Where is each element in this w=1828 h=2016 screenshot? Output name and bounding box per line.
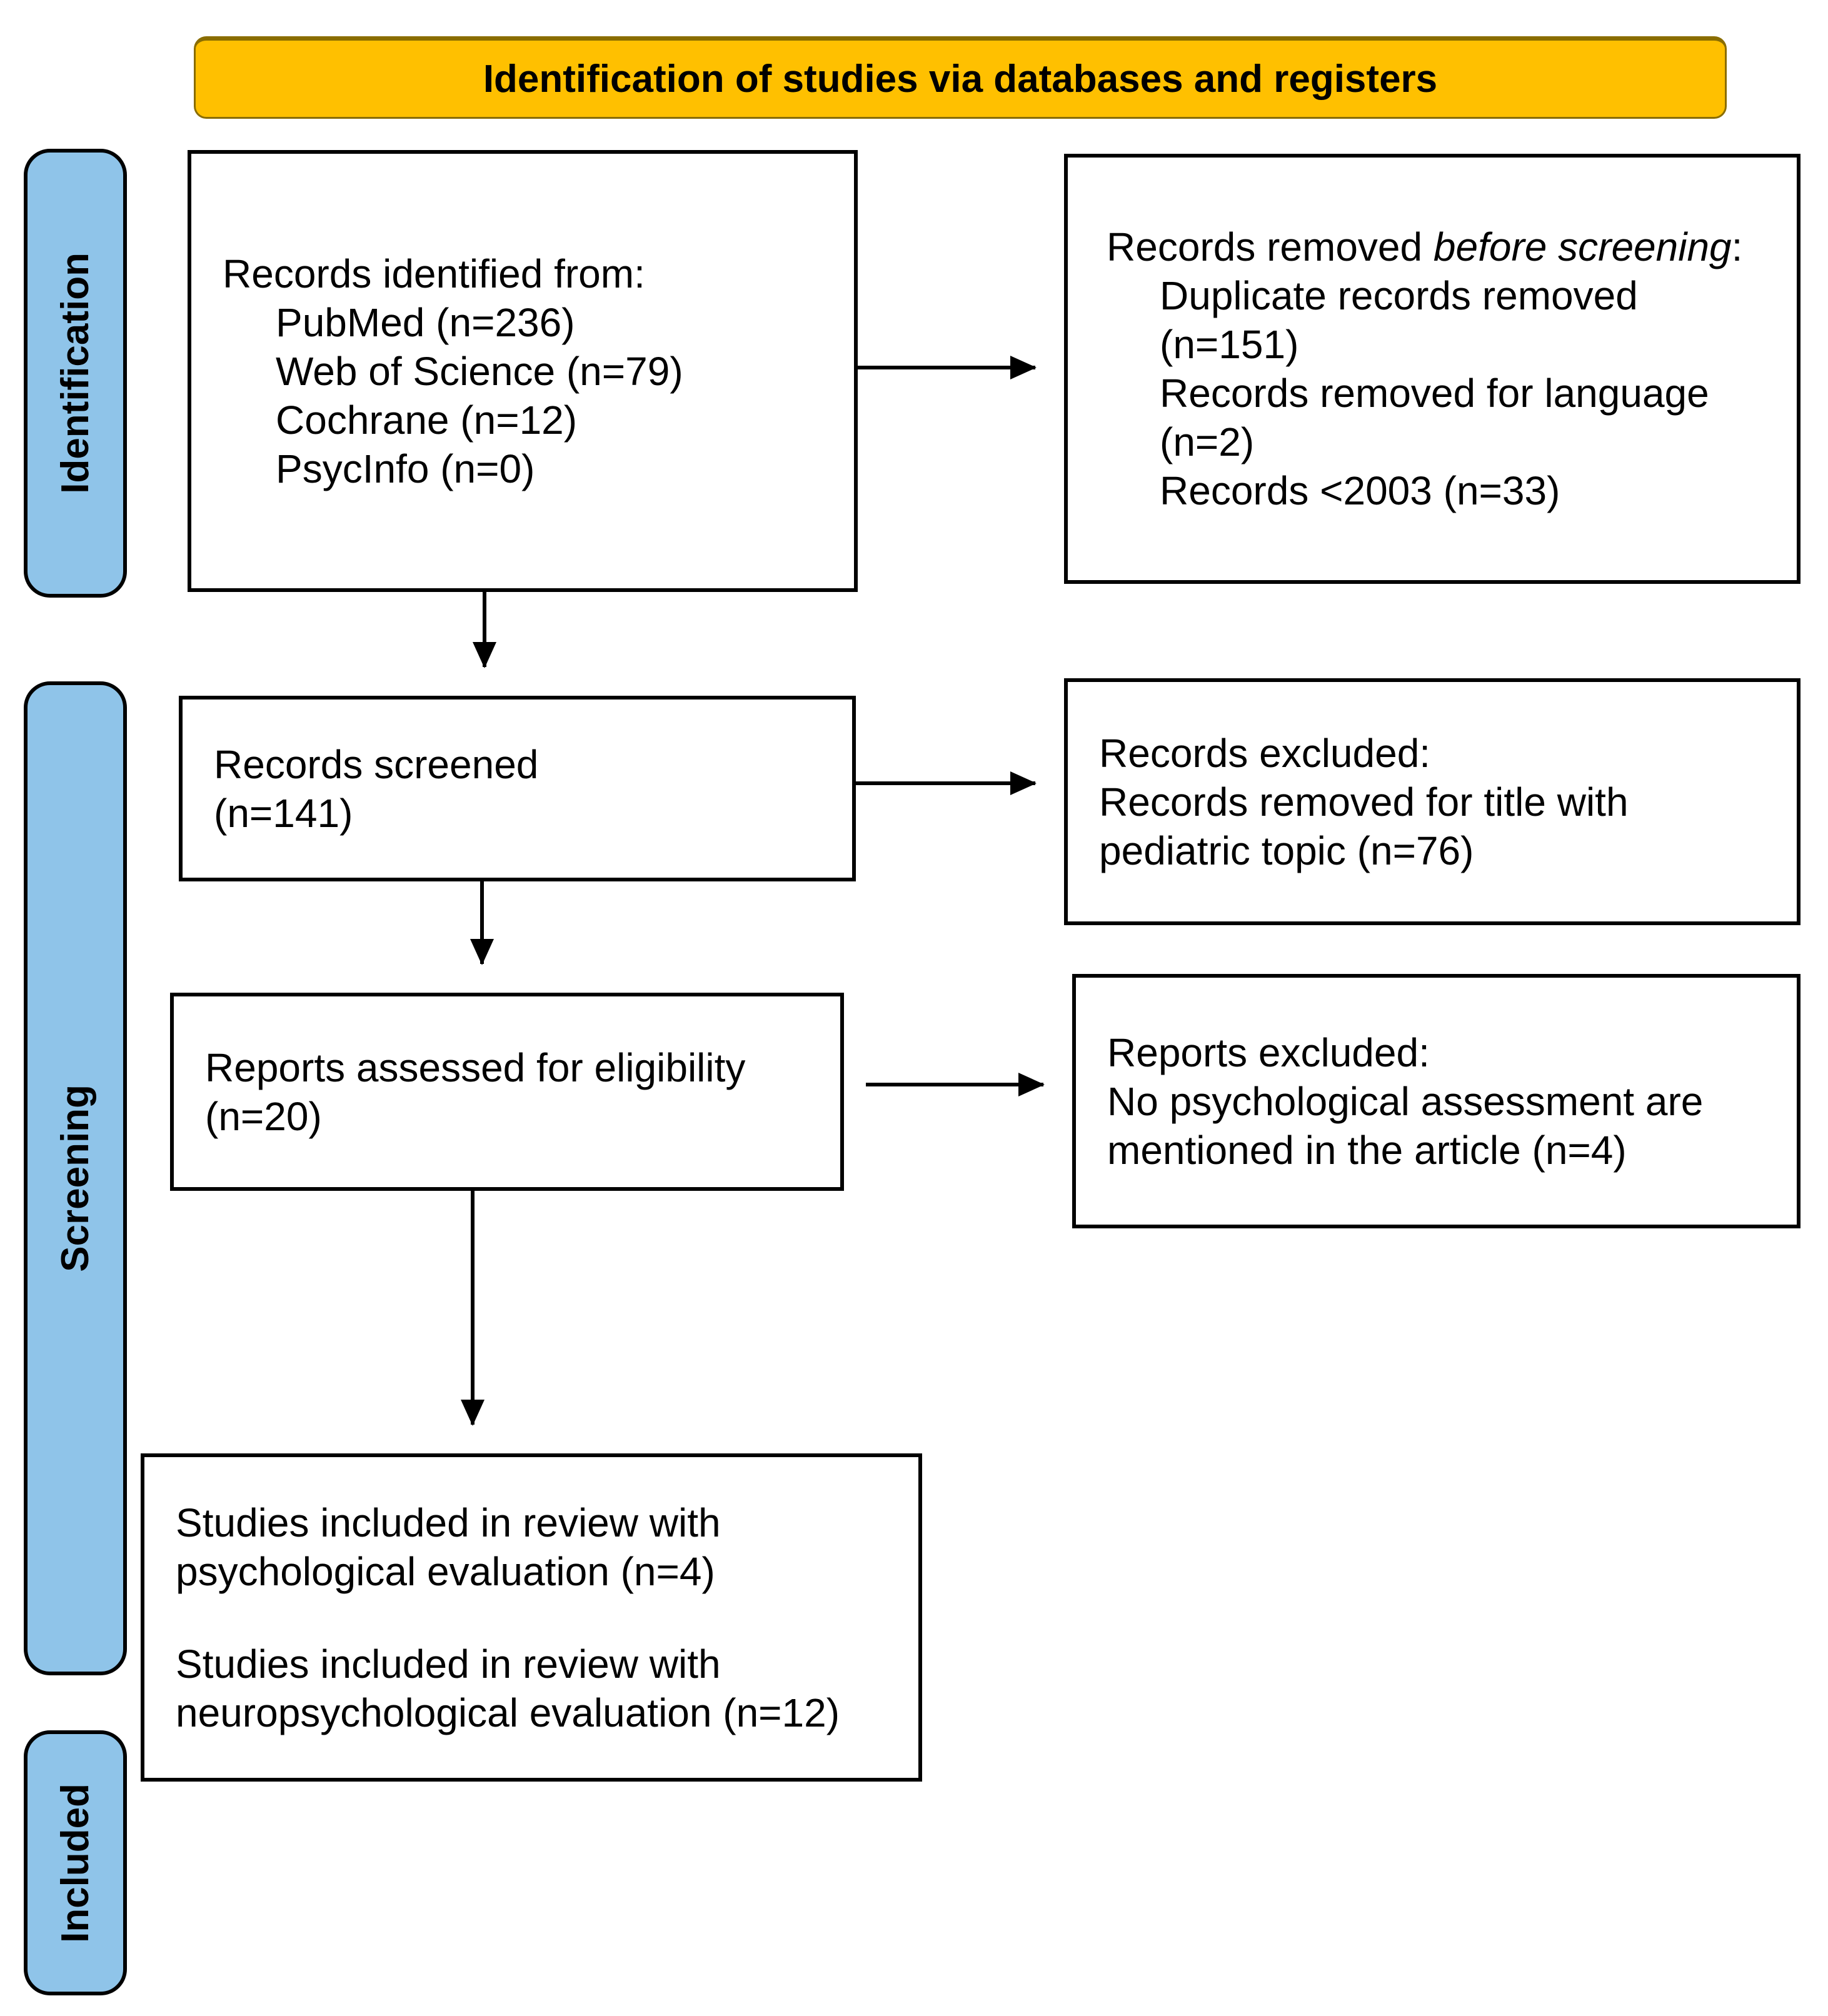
reports-assessed-box (170, 993, 844, 1191)
stage-screening (24, 681, 127, 1675)
records-excluded-line2: Records removed for title with pediatric topic (n=76) (1099, 779, 1629, 873)
stage-included-label: Included (54, 1783, 97, 1943)
records-removed-intro-italic: before screening (1433, 224, 1732, 269)
reports-excluded-line1: Reports excluded: (1107, 1030, 1430, 1075)
records-screened-box (179, 696, 856, 881)
stage-included (24, 1730, 127, 1995)
stage-identification (24, 149, 127, 598)
records-identified-item: PsycInfo (n=0) (276, 446, 535, 491)
records-excluded-box (1064, 678, 1800, 925)
stage-screening-label: Screening (54, 1085, 97, 1272)
records-identified-item: Cochrane (n=12) (276, 397, 578, 443)
records-identified-intro: Records identified from: (223, 251, 645, 296)
records-identified-item: PubMed (n=236) (276, 299, 575, 345)
reports-assessed-line2: (n=20) (205, 1093, 322, 1139)
studies-included-para2: Studies included in review with neuropsychological evaluation (n=12) (176, 1641, 840, 1735)
records-identified-box (188, 150, 858, 592)
records-identified-item: Web of Science (n=79) (276, 348, 683, 394)
records-removed-item: Duplicate records removed (n=151) (1160, 273, 1638, 367)
records-screened-line2: (n=141) (214, 790, 353, 836)
banner (194, 36, 1727, 119)
banner-title: Identification of studies via databases and registers (483, 57, 1438, 101)
records-removed-intro-suffix: : (1731, 224, 1743, 269)
records-removed-item: Records <2003 (n=33) (1160, 468, 1560, 513)
reports-assessed-line1: Reports assessed for eligibility (205, 1045, 746, 1090)
records-removed-intro (1107, 223, 1778, 271)
reports-excluded-line2: No psychological assessment are mentioned in the article (n=4) (1107, 1078, 1704, 1173)
records-removed-intro-prefix: Records removed (1107, 224, 1434, 269)
records-excluded-line1: Records excluded: (1099, 730, 1431, 776)
stage-identification-label: Identification (54, 253, 97, 494)
records-removed-box (1064, 154, 1800, 584)
records-removed-item: Records removed for language (n=2) (1160, 371, 1709, 464)
records-screened-line1: Records screened (214, 741, 539, 787)
reports-excluded-box (1072, 974, 1800, 1228)
studies-included-box (141, 1453, 922, 1782)
studies-included-para1: Studies included in review with psychological evaluation (n=4) (176, 1500, 721, 1594)
